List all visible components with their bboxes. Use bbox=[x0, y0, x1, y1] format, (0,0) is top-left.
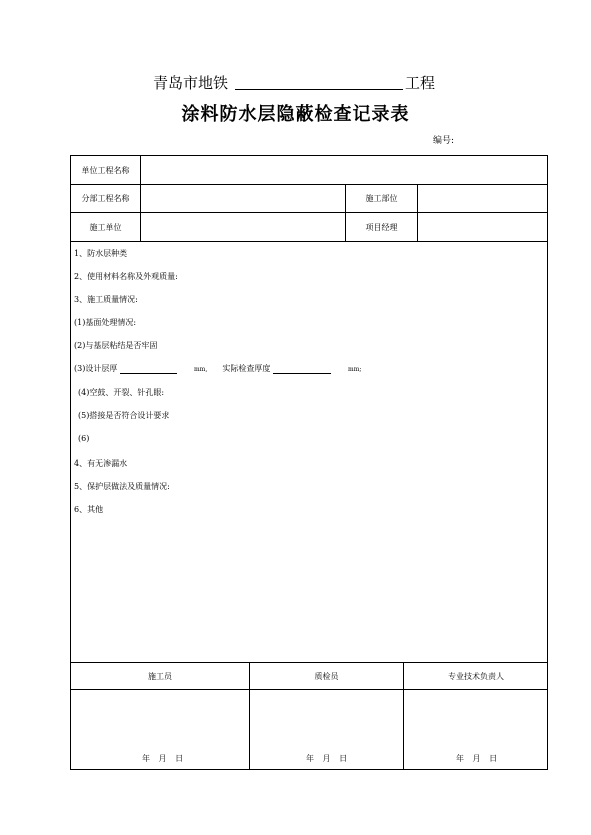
tech-lead-label: 专业技术负责人 bbox=[448, 671, 504, 681]
unit-project-field[interactable] bbox=[141, 156, 548, 184]
sub-other: (6) bbox=[78, 434, 90, 443]
sub-thickness bbox=[74, 363, 361, 374]
actual-thickness-field[interactable] bbox=[273, 363, 331, 374]
sub-project-label: 分部工程名称 bbox=[81, 194, 130, 203]
code-number-label: 编号: bbox=[433, 136, 455, 146]
form-title: 涂料防水层隐蔽检查记录表 bbox=[181, 104, 410, 125]
item-quality: 3、施工质量情况: bbox=[74, 295, 138, 304]
sub-overlap: (5)搭接是否符合设计要求 bbox=[78, 411, 170, 420]
project-suffix: 工程 bbox=[405, 74, 436, 92]
construction-unit-row bbox=[71, 213, 547, 242]
item-material: 2、使用材料名称及外观质量: bbox=[74, 272, 178, 281]
inspection-form bbox=[70, 155, 548, 770]
sub-project-row bbox=[71, 185, 547, 213]
signature-header-row bbox=[71, 662, 547, 690]
inspector-date: 年 月 日 bbox=[306, 754, 348, 763]
constructor-date: 年 月 日 bbox=[142, 754, 184, 763]
project-name-blank[interactable] bbox=[235, 89, 403, 90]
construction-part-label: 施工部位 bbox=[365, 194, 398, 203]
construction-part-field[interactable] bbox=[418, 185, 548, 212]
sub-base-treatment: (1)基面处理情况: bbox=[74, 318, 137, 327]
signature-body-row bbox=[71, 690, 547, 769]
project-manager-field[interactable] bbox=[418, 213, 548, 241]
item-waterproof-type: 1、防水层种类 bbox=[74, 249, 128, 258]
construction-unit-field[interactable] bbox=[141, 213, 345, 241]
tech-lead-date: 年 月 日 bbox=[456, 754, 498, 763]
constructor-sign-area[interactable] bbox=[71, 690, 249, 769]
constructor-label: 施工员 bbox=[148, 671, 172, 681]
design-thickness-unit: mm, bbox=[193, 366, 208, 373]
actual-thickness-label: 实际检查厚度 bbox=[222, 364, 271, 373]
unit-project-label: 单位工程名称 bbox=[81, 165, 130, 175]
sub-adhesion: (2)与基层粘结是否牢固 bbox=[74, 341, 158, 350]
sub-project-field[interactable] bbox=[141, 185, 345, 212]
project-prefix: 青岛市地铁 bbox=[153, 74, 229, 92]
item-protection: 5、保护层做法及质量情况: bbox=[74, 482, 170, 491]
design-thickness-label: (3)设计层厚 bbox=[74, 364, 118, 373]
inspection-content[interactable] bbox=[71, 242, 547, 662]
sub-defects: (4)空鼓、开裂、针孔眼: bbox=[78, 388, 165, 397]
tech-lead-sign-area[interactable] bbox=[404, 690, 548, 769]
actual-thickness-unit: mm; bbox=[348, 366, 362, 373]
design-thickness-field[interactable] bbox=[120, 363, 177, 374]
item-other: 6、其他 bbox=[74, 505, 104, 514]
item-leakage: 4、有无渗漏水 bbox=[74, 459, 128, 468]
project-manager-label: 项目经理 bbox=[365, 222, 398, 232]
unit-project-row bbox=[71, 156, 547, 185]
inspector-label: 质检员 bbox=[314, 671, 339, 681]
project-name-line bbox=[0, 72, 591, 92]
inspector-sign-area[interactable] bbox=[250, 690, 403, 769]
construction-unit-label: 施工单位 bbox=[89, 222, 122, 232]
